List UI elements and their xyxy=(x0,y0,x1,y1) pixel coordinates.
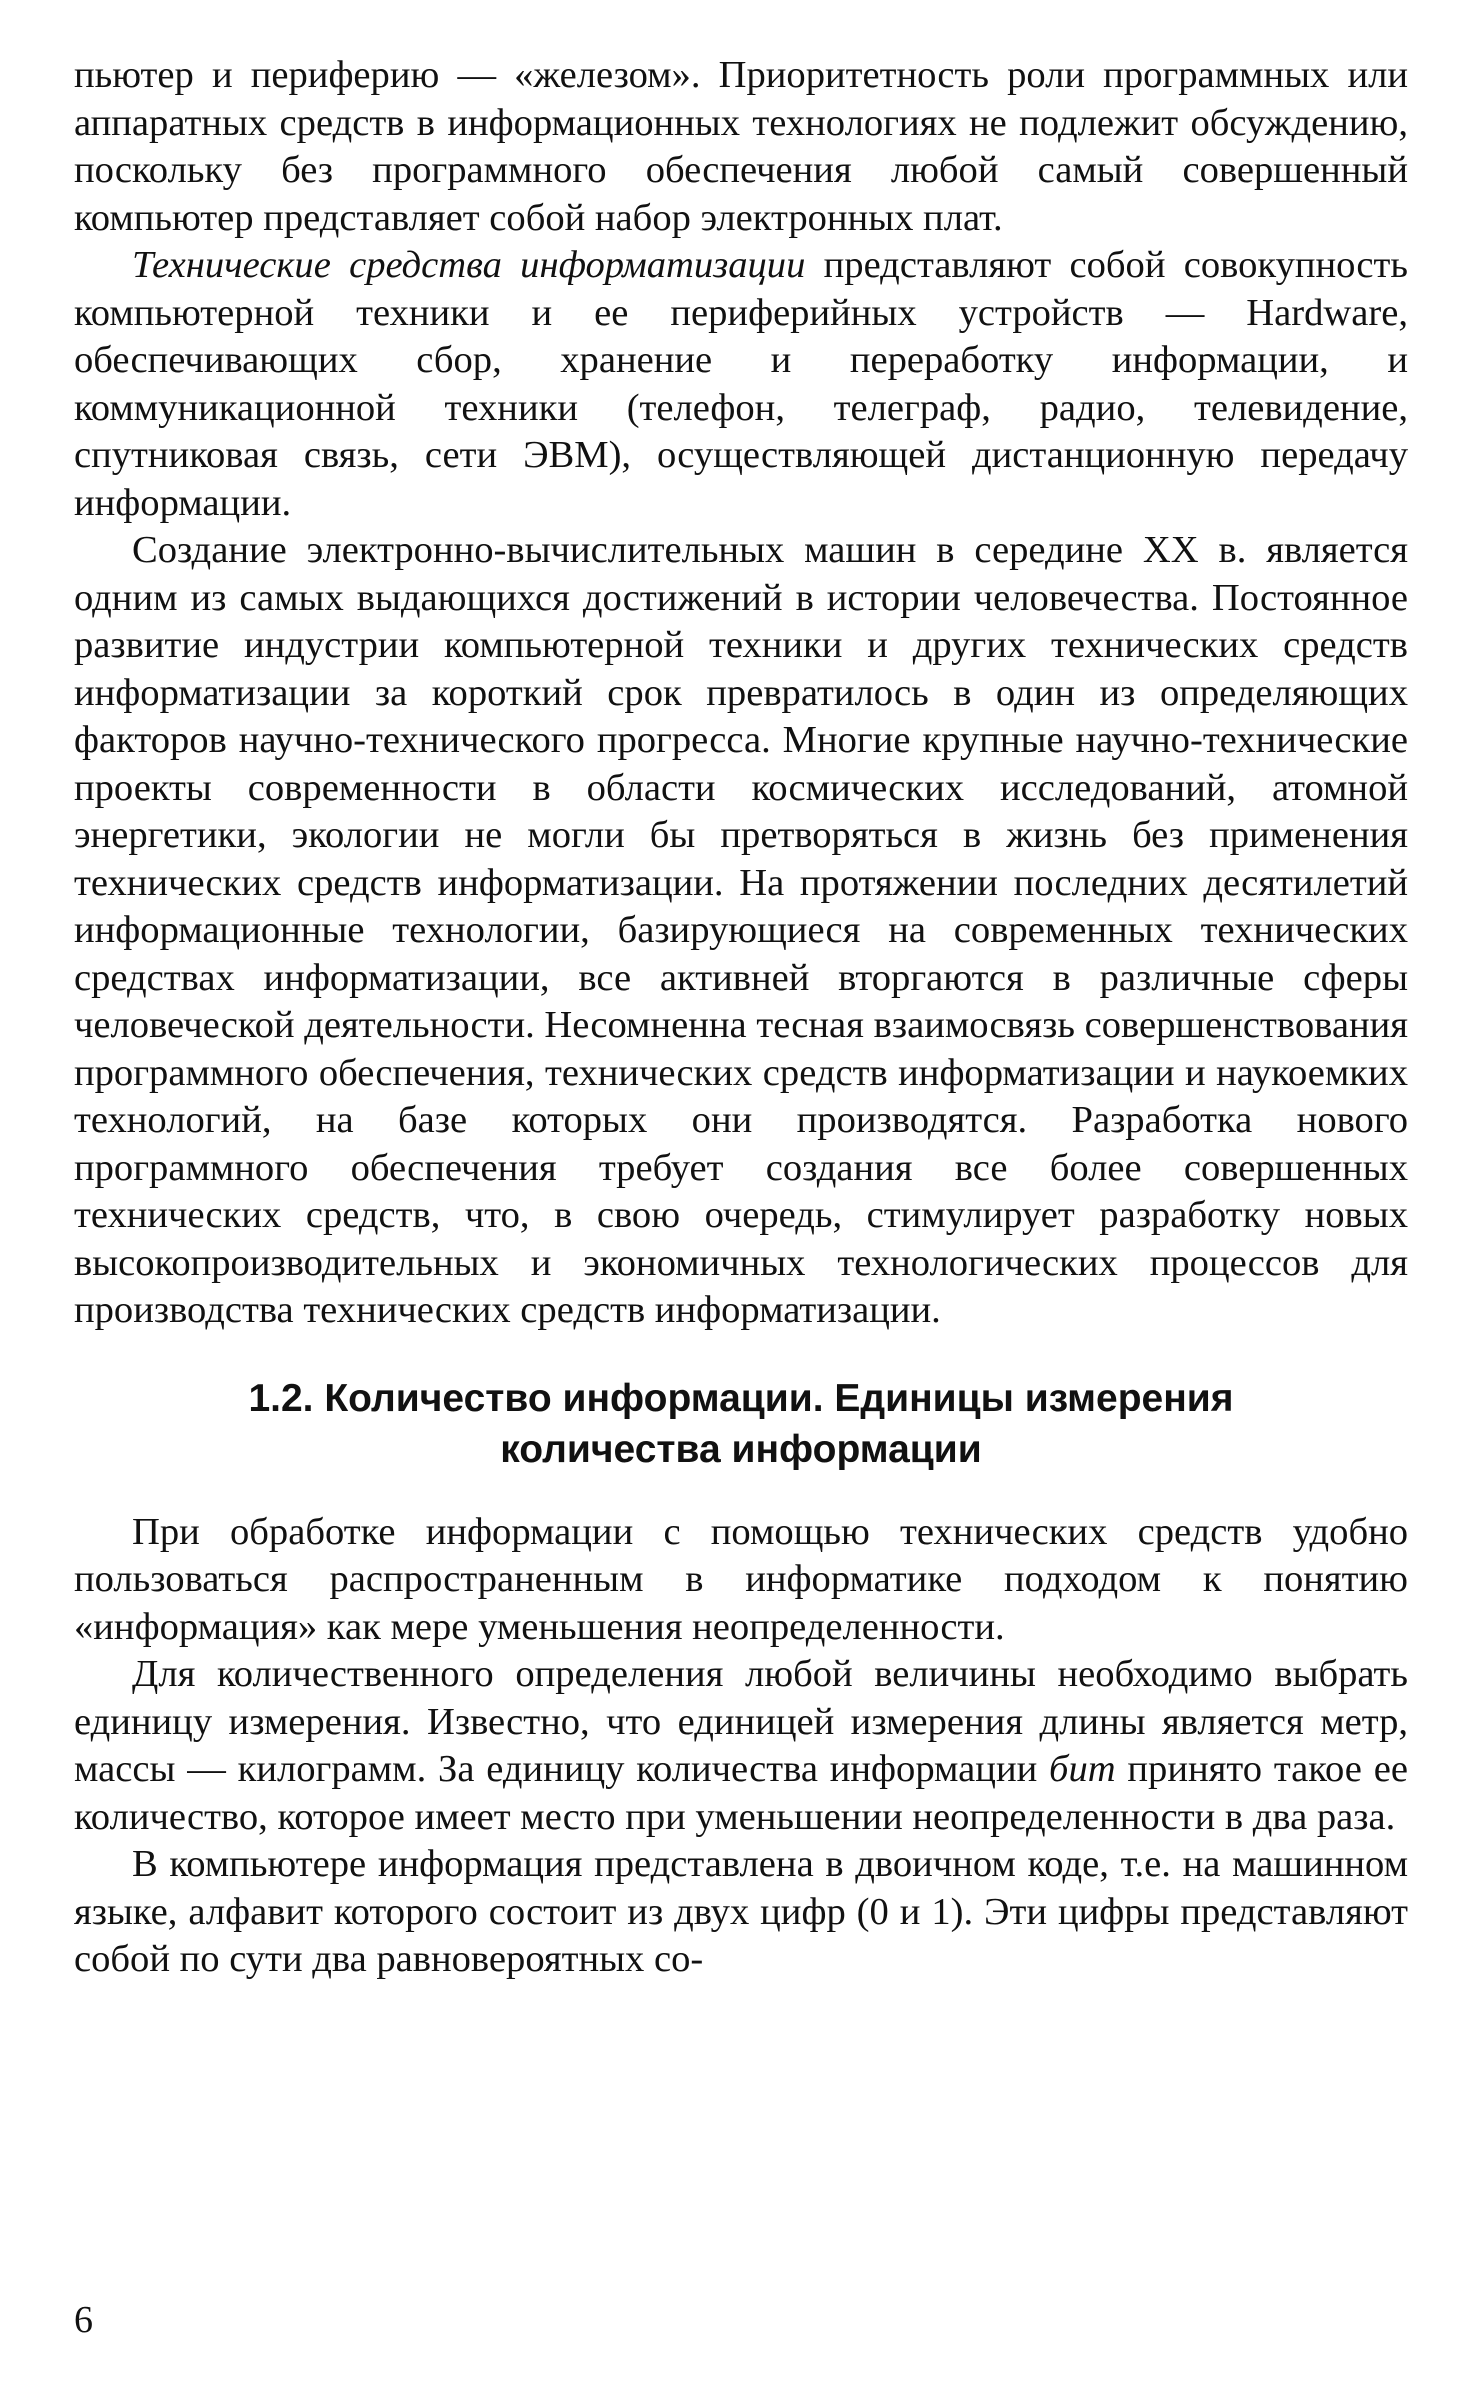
paragraph-information-measure: При обработке информации с помощью технических средств удобно пользоваться распространенным в информатике подходом к понятию «информация» как мере уменьшения неопределенности. xyxy=(74,1510,1408,1648)
section-heading xyxy=(74,1373,1408,1475)
paragraph-bit-definition-start: Для количественного определения любой величины необходимо выбрать единицу измерения. Известно, что единицей измерения длины является метр, массы — килограмм. За единицу количества информации xyxy=(74,1653,1408,1790)
italic-term-technical-means: Технические средства информатизации xyxy=(132,244,806,286)
paragraph-technical-means-text: представляют собой совокупность компьютерной техники и ее периферийных устройств — Hardware, обеспечивающих сбор, хранение и переработку информации, и коммуникационной техники (телефон, телеграф, радио, телевидение, спутниковая связь, сети ЭВМ), осуществляющей дистанционную передачу информации. xyxy=(74,244,1408,524)
paragraph-technical-means xyxy=(74,242,1408,527)
document-page xyxy=(74,52,1408,1984)
paragraph-continuation: пьютер и периферию — «железом». Приоритетность роли программных или аппаратных средств в информационных технологиях не подлежит обсуждению, поскольку без программного обеспечения любой самый совершенный компьютер представляет собой набор электронных плат. xyxy=(74,54,1408,239)
page-number: 6 xyxy=(74,2299,93,2341)
paragraph-computer-history: Создание электронно-вычислительных машин в середине XX в. является одним из самых выдающихся достижений в истории человечества. Постоянное развитие индустрии компьютерной техники и других технических средств информатизации за короткий срок превратилось в один из определяющих факторов научно-технического прогресса. Многие крупные научно-технические проекты современности в области космических исследований, атомной энергетики, экологии не могли бы претворяться в жизнь без применения технических средств информатизации. На протяжении последних десятилетий информационные технологии, базирующиеся на современных технических средствах информатизации, все активней вторгаются в различные сферы человеческой деятельности. Несомненна тесная взаимосвязь совершенствования программного обеспечения, технических средств информатизации и наукоемких технологий, на базе которых они производятся. Разработка нового программного обеспечения требует создания все более совершенных технических средств, что, в свою очередь, стимулирует разработку новых высокопроизводительных и экономичных технологических процессов для производства технических средств информатизации. xyxy=(74,529,1408,1331)
section-heading-line1: 1.2. Количество информации. Единицы измерения xyxy=(248,1376,1234,1420)
italic-term-bit: бит xyxy=(1049,1748,1116,1790)
paragraph-binary-code: В компьютере информация представлена в двоичном коде, т.е. на машинном языке, алфавит которого состоит из двух цифр (0 и 1). Эти цифры представляют собой по сути два равновероятных со- xyxy=(74,1843,1408,1980)
section-heading-line2: количества информации xyxy=(500,1427,982,1471)
paragraph-bit-definition-end: принято такое ее количество, которое имеет место при уменьшении неопределенности в два раза. xyxy=(74,1748,1408,1838)
paragraph-bit-definition xyxy=(74,1651,1408,1841)
